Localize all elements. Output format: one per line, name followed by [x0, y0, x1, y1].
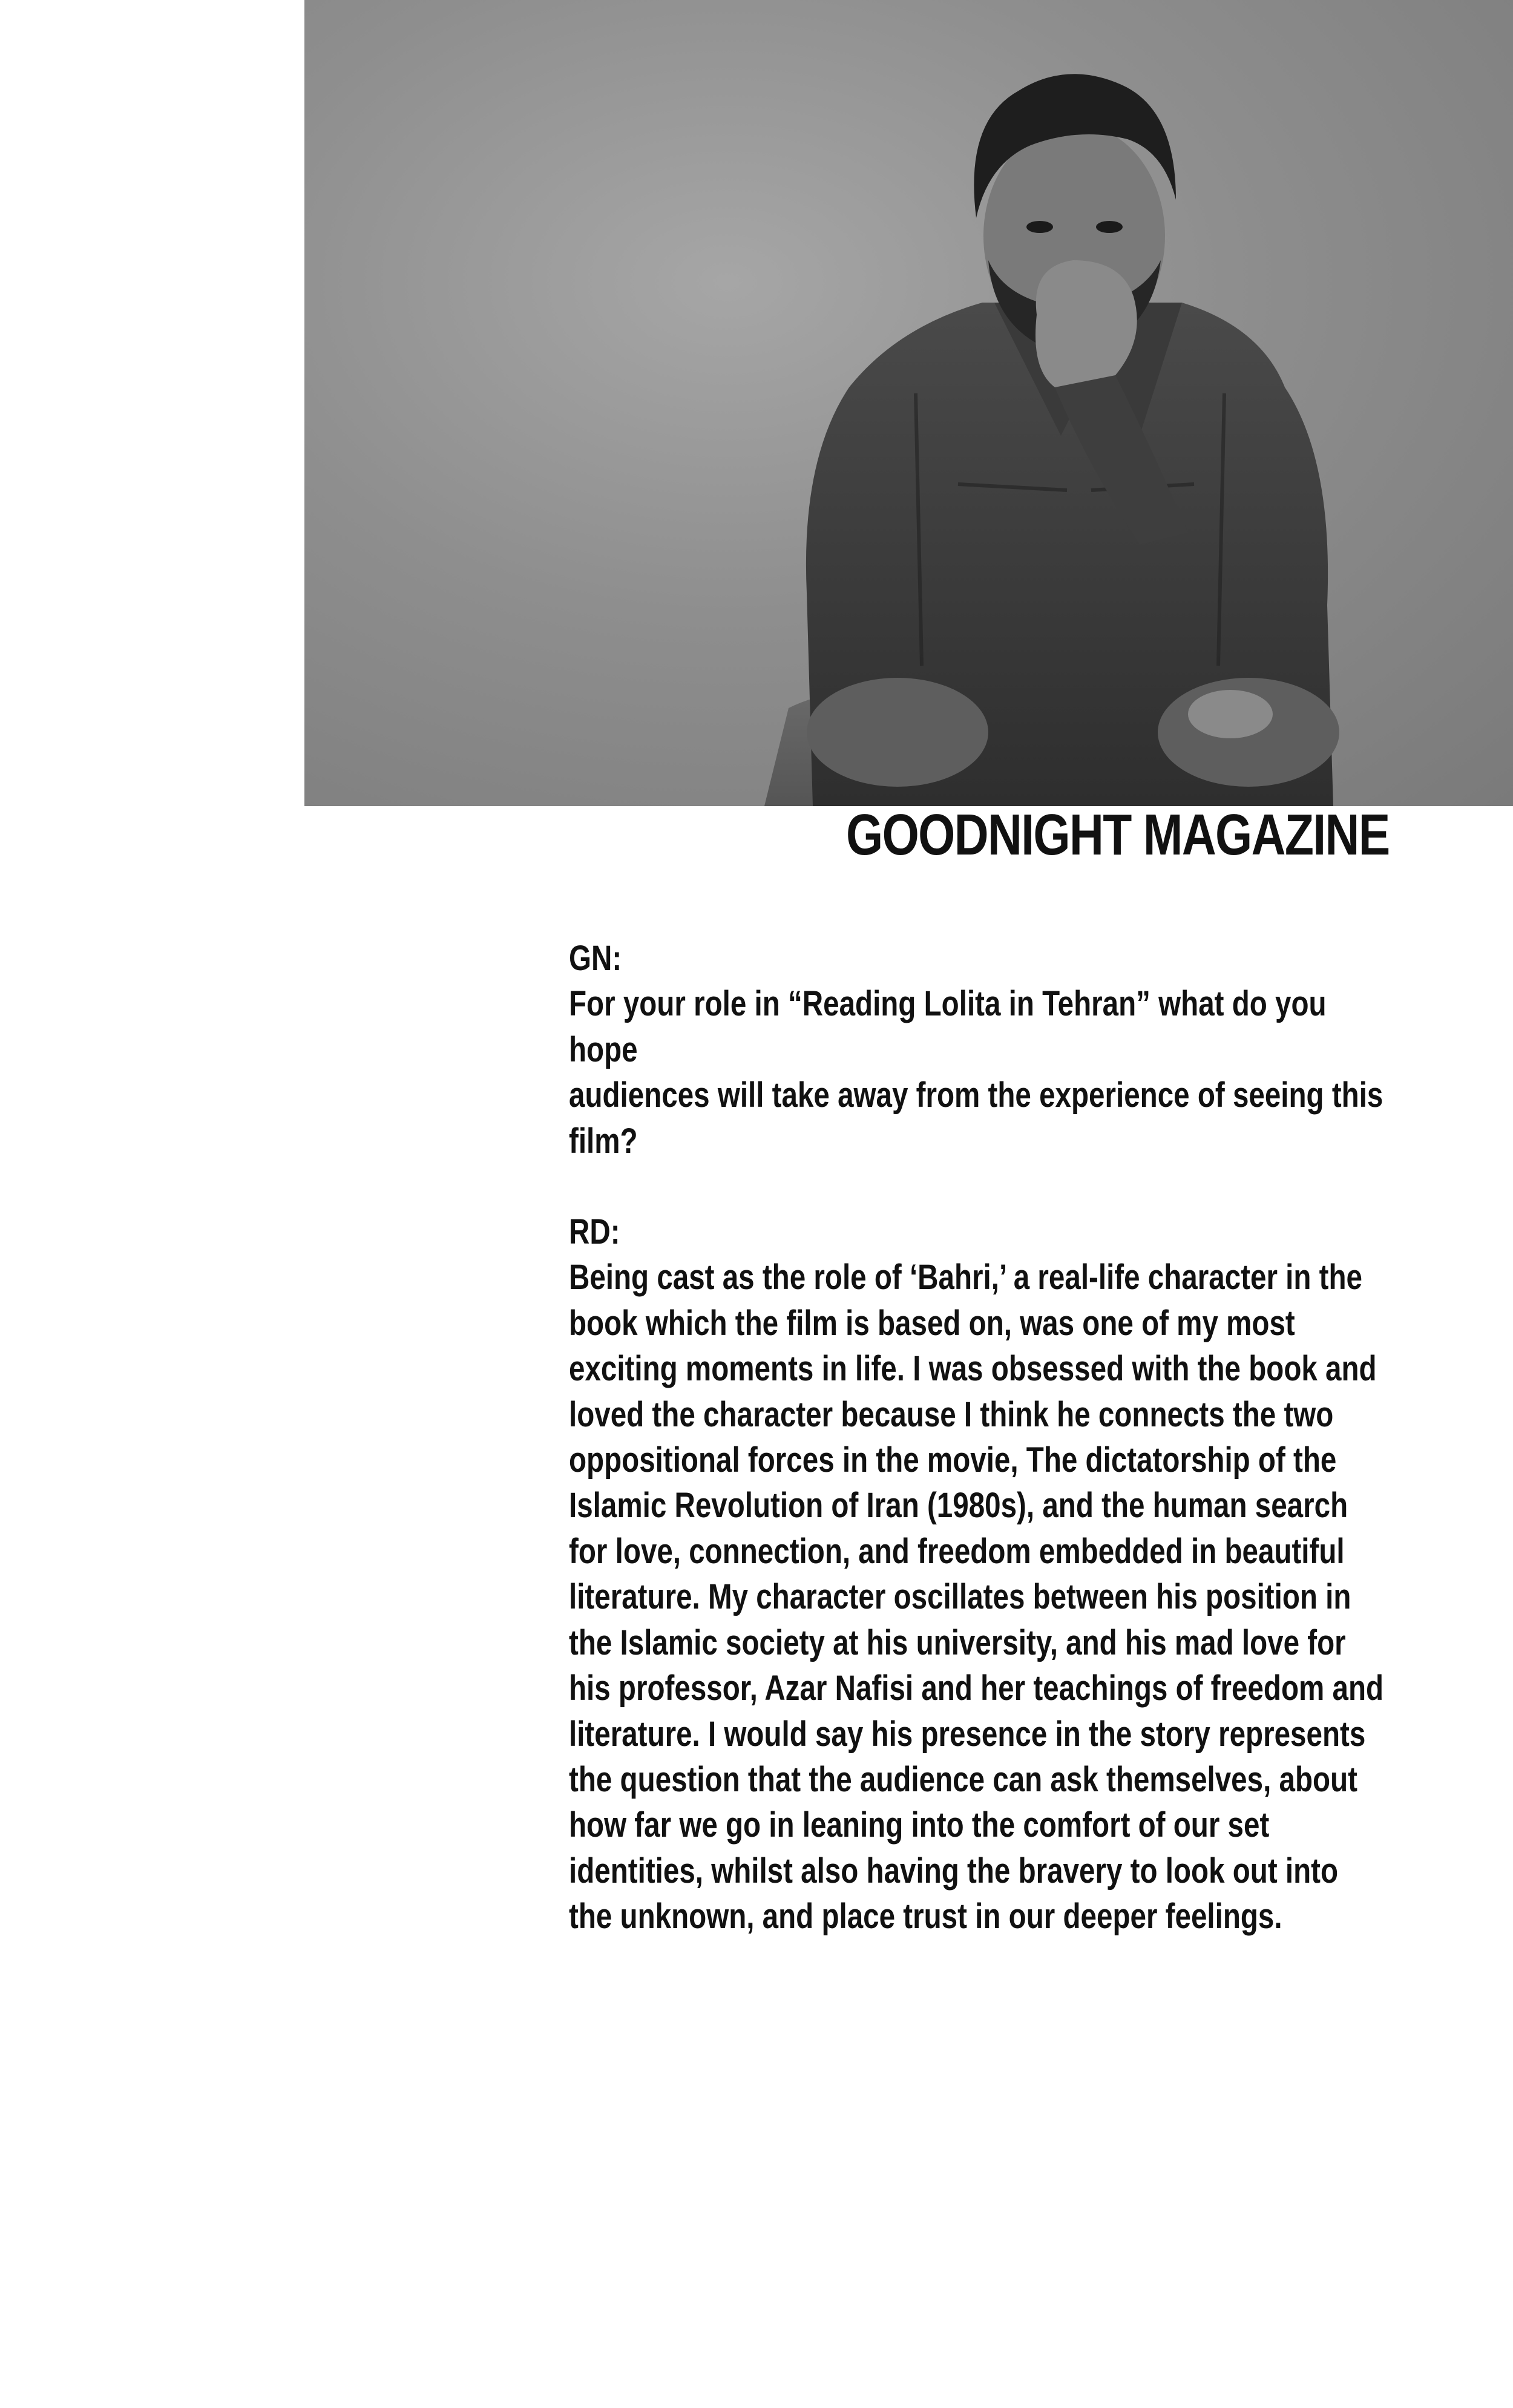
- magazine-masthead: GOODNIGHT MAGAZINE: [846, 802, 1390, 867]
- interview-article: [569, 936, 1482, 1940]
- answer-text: Being cast as the role of ‘Bahri,’ a real-life character in the book which the film is based on, was one of my most exciting moments in life. I was obsessed with the book and loved the character because I think he connects the two oppositional forces in the movie, The dictatorship of the Islamic Revolution of Iran (1980s), and the human search for love, connection, and freedom embedded in beautiful literature. My character oscillates between his position in the Islamic society at his university, and his mad love for his professor, Azar Nafisi and her teachings of freedom and literature. I would say his presence in the story represents the question that the audience can ask themselves, about how far we go in leaning into the comfort of our set identities, whilst also having the bravery to look out into the unknown, and place trust in our deeper feelings.: [569, 1258, 1384, 1937]
- portrait-illustration: [304, 0, 1513, 806]
- answer-speaker: RD:: [569, 1212, 620, 1252]
- question-text: For your role in “Reading Lolita in Tehran” what do you hope audiences will take away from the experience of seeing this film?: [569, 984, 1383, 1161]
- paragraph-spacer: [569, 1164, 1482, 1209]
- portrait-photo: [304, 0, 1513, 806]
- question-speaker: GN:: [569, 939, 622, 978]
